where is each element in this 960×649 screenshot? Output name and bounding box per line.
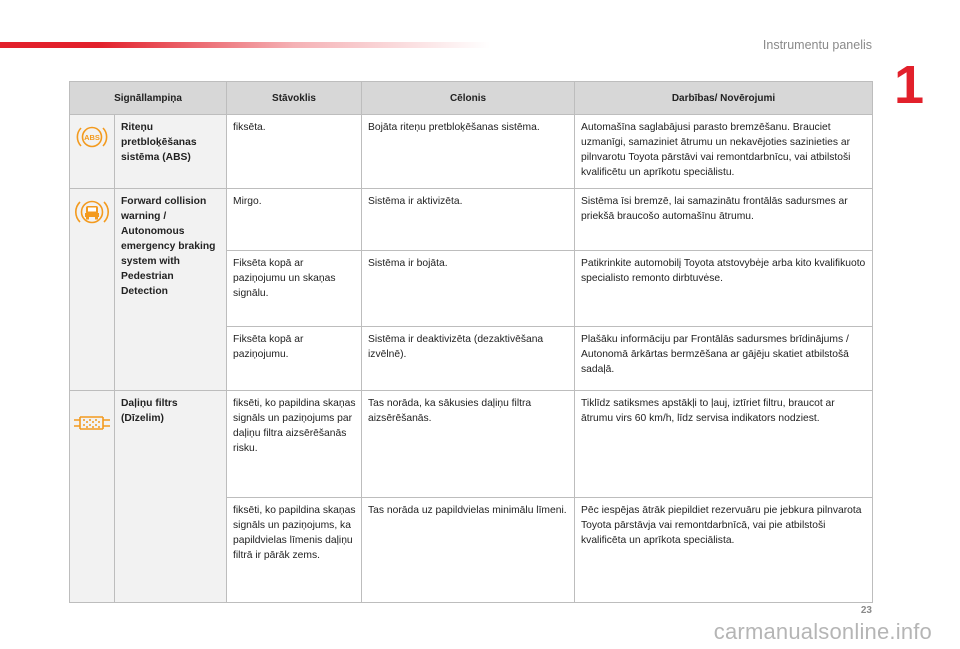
page-number: 23 bbox=[860, 605, 872, 616]
chapter-number: 1 bbox=[893, 55, 924, 115]
abs-warning-icon bbox=[75, 123, 109, 156]
warning-name: Forward collision warning / Autonomous emergency braking system with Pedestrian Detection bbox=[115, 189, 227, 391]
action-cell: Automašīna saglabājusi parasto bremzēšanu. Brauciet uzmanīgi, samaziniet ātrumu un nekavējoties sazinieties ar pilnvarotu Toyota pārstāvi vai remontdarbnīcu, vai atbilstoši kvalificētu un aprīkotu speciālistu. bbox=[575, 115, 873, 189]
action-cell: Patikrinkite automobilį Toyota atstovybėje arba kito kvalifikuoto specialisto remonto dirbtuvėse. bbox=[575, 251, 873, 327]
cause-cell: Sistēma ir bojāta. bbox=[362, 251, 575, 327]
table-row bbox=[70, 189, 873, 251]
warning-lights-table bbox=[69, 81, 873, 603]
cause-cell: Sistēma ir deaktivizēta (dezaktivēšana izvēlnē). bbox=[362, 327, 575, 391]
state-cell: fiksēti, ko papildina skaņas signāls un paziņojums par daļiņu filtra aizsērēšanās risku. bbox=[227, 391, 362, 498]
icon-cell bbox=[70, 391, 115, 603]
icon-cell bbox=[70, 115, 115, 189]
watermark: carmanualsonline.info bbox=[713, 619, 932, 644]
icon-cell bbox=[70, 189, 115, 391]
state-cell: Fiksēta kopā ar paziņojumu un skaņas signālu. bbox=[227, 251, 362, 327]
column-header-state: Stāvoklis bbox=[227, 82, 362, 115]
warning-name: Daļiņu filtrs (Dīzelim) bbox=[115, 391, 227, 603]
state-cell: Mirgo. bbox=[227, 189, 362, 251]
state-cell: Fiksēta kopā ar paziņojumu. bbox=[227, 327, 362, 391]
table-row bbox=[70, 115, 873, 189]
column-header-signal: Signāllampiņa bbox=[70, 82, 227, 115]
column-header-action: Darbības/ Novērojumi bbox=[575, 82, 873, 115]
cause-cell: Tas norāda uz papildvielas minimālu līmeni. bbox=[362, 498, 575, 603]
action-cell: Plašāku informāciju par Frontālās sadursmes brīdinājums / Autonomā ārkārtas bermzēšana ar gājēju skatiet atbilstošā sadaļā. bbox=[575, 327, 873, 391]
header-accent-bar bbox=[0, 42, 490, 48]
cause-cell: Tas norāda, ka sākusies daļiņu filtra aizsērēšanās. bbox=[362, 391, 575, 498]
state-cell: fiksēti, ko papildina skaņas signāls un paziņojums, ka papildvielas līmenis daļiņu filtrā ir pārāk zems. bbox=[227, 498, 362, 603]
table-header-row bbox=[70, 82, 873, 115]
diesel-particulate-filter-icon bbox=[72, 411, 112, 440]
cause-cell: Bojāta riteņu pretbloķēšanas sistēma. bbox=[362, 115, 575, 189]
warning-name: Riteņu pretbloķēšanas sistēma (ABS) bbox=[115, 115, 227, 189]
section-title: Instrumentu panelis bbox=[762, 38, 872, 52]
forward-collision-warning-icon bbox=[75, 197, 109, 232]
svg-text:ABS: ABS bbox=[84, 133, 100, 142]
action-cell: Pēc iespējas ātrāk piepildiet rezervuāru pie jebkura pilnvarota Toyota pārstāvja vai remontdarbnīcā, vai pie atbilstoši kvalificēta un aprīkota speciālista. bbox=[575, 498, 873, 603]
state-cell: fiksēta. bbox=[227, 115, 362, 189]
action-cell: Sistēma īsi bremzē, lai samazinātu frontālās sadursmes ar priekšā braucošo automašīnu ātrumu. bbox=[575, 189, 873, 251]
action-cell: Tiklīdz satiksmes apstākļi to ļauj, iztīriet filtru, braucot ar ātrumu virs 60 km/h, līdz servisa indikators nodziest. bbox=[575, 391, 873, 498]
cause-cell: Sistēma ir aktivizēta. bbox=[362, 189, 575, 251]
column-header-cause: Cēlonis bbox=[362, 82, 575, 115]
table-row bbox=[70, 391, 873, 498]
